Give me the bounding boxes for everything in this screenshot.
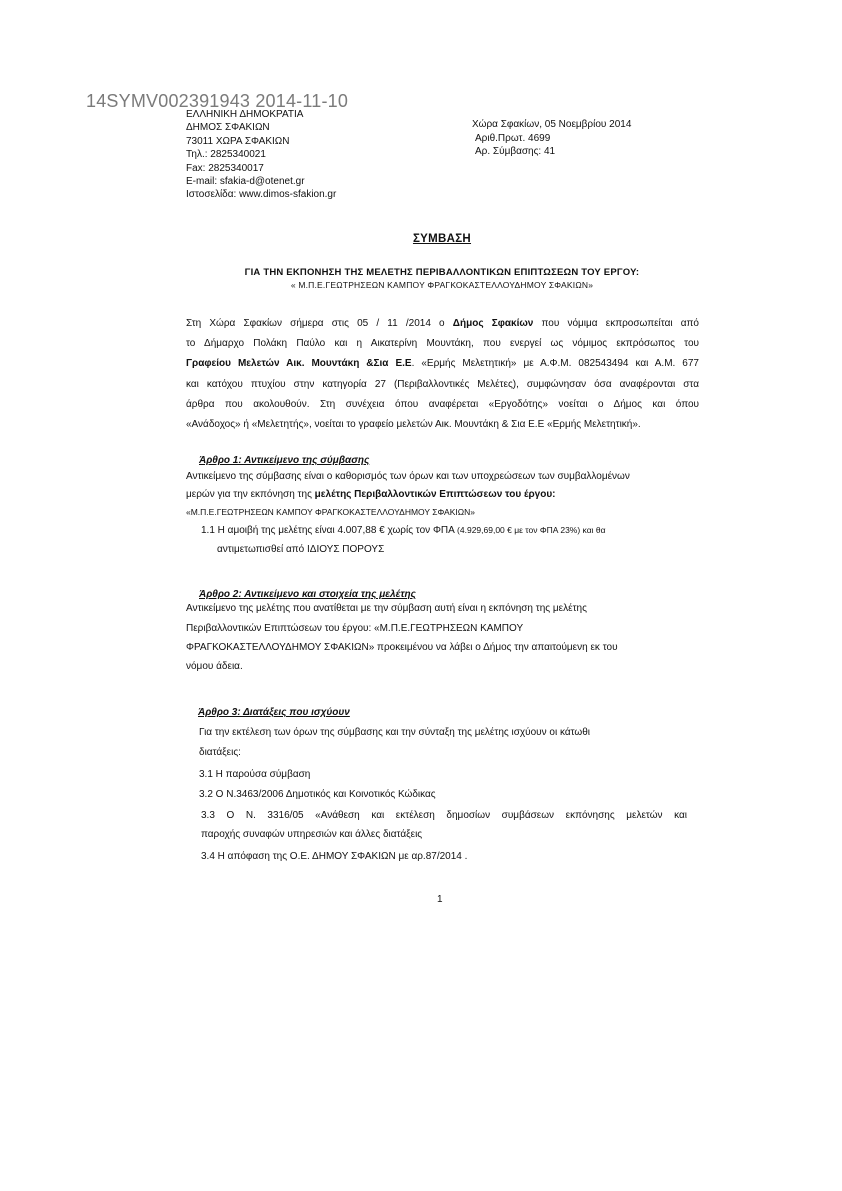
- fee-text: 1.1 Η αμοιβή της μελέτης είναι 4.007,88 € χωρίς τον ΦΠΑ: [201, 525, 458, 536]
- article-3-item: 3.3 Ο Ν. 3316/05 «Ανάθεση και εκτέλεση δημοσίων συμβάσεων εκπόνησης μελετών και: [201, 810, 687, 821]
- article-1-funding: αντιμετωπισθεί από ΙΔΙΟΥΣ ΠΟΡΟΥΣ: [217, 544, 385, 555]
- intro-line: [186, 354, 699, 374]
- article-3-heading: Άρθρο 3: Διατάξεις που ισχύουν: [198, 707, 350, 718]
- article-1-fee: [201, 525, 606, 536]
- document-id-watermark: 14SYMV002391943 2014-11-10: [86, 91, 349, 111]
- contract-number: Αρ. Σύμβασης: 41: [475, 146, 556, 157]
- project-name: « Μ.Π.Ε.ΓΕΩΤΡΗΣΕΩΝ ΚΑΜΠΟΥ ΦΡΑΓΚΟΚΑΣΤΕΛΛΟΥΔΗΜΟΥ ΣΦΑΚΙΩΝ»: [290, 280, 594, 290]
- intro-line: και κατόχου πτυχίου στην κατηγορία 27 (Περιβαλλοντικές Μελέτες), συμφώνησαν όσα αναφέρονται στα: [186, 378, 699, 390]
- intro-text: που νόμιμα εκπροσωπείται από: [533, 318, 699, 329]
- place-date: Χώρα Σφακίων, 05 Νοεμβρίου 2014: [472, 119, 632, 130]
- page-number: 1: [437, 894, 443, 905]
- sender-fax: Fax: 2825340017: [186, 162, 264, 174]
- intro-paragraph: [186, 314, 699, 435]
- intro-party-contractor: Γραφείου Μελετών Αικ. Μουντάκη &Σια Ε.Ε: [186, 358, 412, 370]
- sender-phone: Τηλ.: 2825340021: [186, 149, 266, 161]
- document-meta-block: [472, 118, 631, 159]
- article-3-item-continued: παροχής συναφών υπηρεσιών και άλλες διατάξεις: [201, 829, 423, 840]
- article-2-heading: Άρθρο 2: Αντικείμενο και στοιχεία της μελέτης: [199, 589, 416, 600]
- intro-party-municipality: Δήμος Σφακίων: [452, 318, 534, 329]
- sender-block: [186, 108, 336, 202]
- article-3-text: διατάξεις:: [199, 747, 241, 758]
- intro-text: Στη Χώρα Σφακίων σήμερα στις 05 / 11 /2014 ο: [186, 318, 453, 329]
- article-2-text: Αντικείμενο της μελέτης που ανατίθεται με την σύμβαση αυτή είναι η εκπόνηση της μελέτης: [186, 603, 587, 614]
- intro-line: το Δήμαρχο Πολάκη Παύλο και η Αικατερίνη Μουντάκη, που ενεργεί ως νόμιμος εκπρόσωπος του: [186, 338, 699, 350]
- article-3-text: Για την εκτέλεση των όρων της σύμβασης και την σύνταξη της μελέτης ισχύουν οι κάτωθι: [199, 727, 591, 738]
- article-1-heading: Άρθρο 1: Αντικείμενο της σύμβασης: [199, 455, 370, 466]
- intro-line: [186, 314, 699, 334]
- sender-country: ΕΛΛΗΝΙΚΗ ΔΗΜΟΚΡΑΤΙΑ: [186, 109, 304, 120]
- intro-text: . «Ερμής Μελετητική» με Α.Φ.Μ. 082543494 και Α.Μ. 677: [411, 358, 699, 370]
- article-1-text: Αντικείμενο της σύμβασης είναι ο καθορισμός των όρων και των υποχρεώσεων των συμβαλλομένων: [186, 471, 630, 482]
- article-1-text: [186, 489, 555, 500]
- article-3-item: 3.4 Η απόφαση της Ο.Ε. ΔΗΜΟΥ ΣΦΑΚΙΩΝ με αρ.87/2014 .: [201, 851, 468, 862]
- article-1-project: «Μ.Π.Ε.ΓΕΩΤΡΗΣΕΩΝ ΚΑΜΠΟΥ ΦΡΑΓΚΟΚΑΣΤΕΛΛΟΥΔΗΜΟΥ ΣΦΑΚΙΩΝ»: [186, 507, 475, 517]
- document-title: ΣΥΜΒΑΣΗ: [412, 233, 472, 245]
- article-1-text-bold: μελέτης Περιβαλλοντικών Επιπτώσεων του έργου:: [314, 489, 556, 500]
- sender-website: Ιστοσελίδα: www.dimos-sfakion.gr: [186, 189, 337, 201]
- sender-email: E-mail: sfakia-d@otenet.gr: [186, 176, 305, 188]
- document-subtitle: ΓΙΑ ΤΗΝ ΕΚΠΟΝΗΣΗ ΤΗΣ ΜΕΛΕΤΗΣ ΠΕΡΙΒΑΛΛΟΝΤΙΚΩΝ ΕΠΙΠΤΩΣΕΩΝ ΤΟΥ ΕΡΓΟΥ:: [244, 267, 640, 278]
- article-3-item: 3.1 Η παρούσα σύμβαση: [199, 769, 311, 780]
- article-2-text: Περιβαλλοντικών Επιπτώσεων του έργου: «Μ.Π.Ε.ΓΕΩΤΡΗΣΕΩΝ ΚΑΜΠΟΥ: [186, 623, 524, 634]
- article-1-text-part: μερών για την εκπόνηση της: [186, 489, 315, 500]
- article-3-item: 3.2 Ο Ν.3463/2006 Δημοτικός και Κοινοτικός Κώδικας: [199, 789, 436, 800]
- intro-line: «Ανάδοχος» ή «Μελετητής», νοείται το γραφείο μελετών Αικ. Μουντάκη & Σια Ε.Ε «Ερμής Μελετητική».: [186, 419, 641, 431]
- article-2-text: νόμου άδεια.: [186, 661, 243, 672]
- protocol-number: Αριθ.Πρωτ. 4699: [475, 132, 551, 144]
- intro-line: άρθρα που ακολουθούν. Στη συνέχεια όπου αναφέρεται «Εργοδότης» νοείται ο Δήμος και όπου: [186, 398, 699, 410]
- sender-municipality: ΔΗΜΟΣ ΣΦΑΚΙΩΝ: [186, 122, 270, 134]
- sender-address: 73011 ΧΩΡΑ ΣΦΑΚΙΩΝ: [186, 135, 290, 147]
- article-2-text: ΦΡΑΓΚΟΚΑΣΤΕΛΛΟΥΔΗΜΟΥ ΣΦΑΚΙΩΝ» προκειμένου να λάβει ο Δήμος την απαιτούμενη εκ του: [186, 642, 618, 653]
- fee-with-vat: (4.929,69,00 € με τον ΦΠΑ 23%) και θα: [457, 525, 606, 535]
